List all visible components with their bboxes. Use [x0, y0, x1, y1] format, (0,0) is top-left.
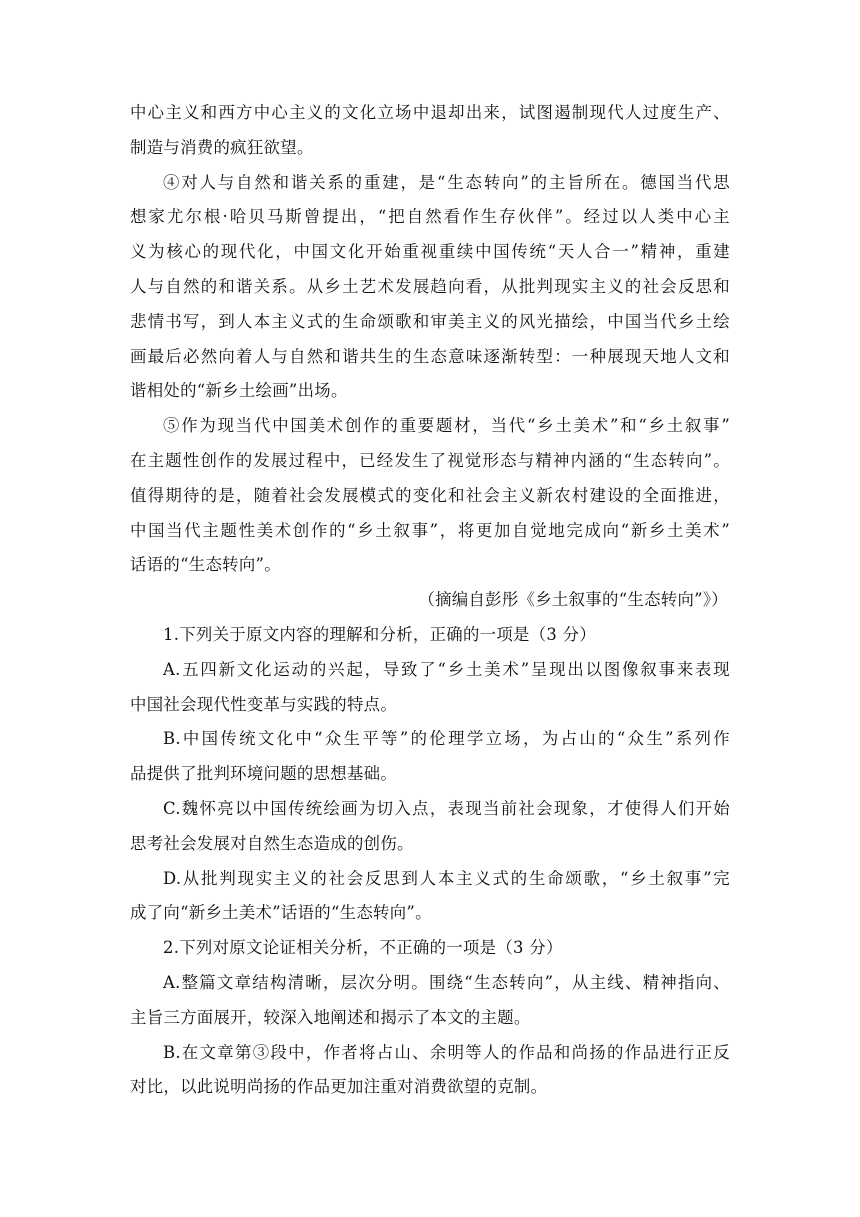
text-line: 值得期待的是，随着社会发展模式的变化和社会主义新农村建设的全面推进， [130, 485, 730, 505]
text-line: 义为核心的现代化，中国文化开始重视重续中国传统“天人合一”精神，重建 [130, 242, 730, 262]
option-c-cont: 思考社会发展对自然生态造成的创伤。 [130, 833, 414, 853]
text-line: 中心主义和西方中心主义的文化立场中退却出来，试图遏制现代人过度生产、 [130, 103, 730, 122]
option-a-cont: 主旨三方面展开，较深入地阐述和揭示了本文的主题。 [130, 1007, 531, 1027]
option-c: C.魏怀亮以中国传统绘画为切入点，表现当前社会现象，才使得人们开始 [163, 798, 730, 818]
option-a-cont: 中国社会现代性变革与实践的特点。 [130, 694, 398, 714]
text-line: 画最后必然向着人与自然和谐共生的生态意味逐渐转型：一种展现天地人文和 [130, 346, 730, 366]
document-page [130, 96, 730, 1105]
text-line: 话语的“生态转向”。 [130, 555, 281, 575]
text-line: 中国当代主题性美术创作的“乡土叙事”，将更加自觉地完成向“新乡土美术” [130, 520, 730, 540]
option-d-cont: 成了向“新乡土美术”话语的“生态转向”。 [130, 903, 432, 923]
option-b-cont: 品提供了批判环境问题的思想基础。 [130, 764, 398, 784]
option-d: D.从批判现实主义的社会反思到人本主义式的生命颂歌，“乡土叙事”完 [163, 868, 730, 888]
question-2-stem: 2.下列对原文论证相关分析，不正确的一项是（3 分） [163, 938, 563, 958]
question-1-stem: 1.下列关于原文内容的理解和分析，正确的一项是（3 分） [163, 624, 597, 644]
text-line: 制造与消费的疯狂欲望。 [130, 137, 314, 157]
text-line: 在主题性创作的发展过程中，已经发生了视觉形态与精神内涵的“生态转向”。 [130, 450, 730, 470]
option-a: A.整篇文章结构清晰，层次分明。围绕“生态转向”，从主线、精神指向、 [163, 972, 730, 992]
option-a: A.五四新文化运动的兴起，导致了“乡土美术”呈现出以图像叙事来表现 [163, 659, 730, 679]
option-b: B.中国传统文化中“众生平等”的伦理学立场，为占山的“众生”系列作 [163, 729, 730, 749]
option-b-cont: 对比，以此说明尚扬的作品更加注重对消费欲望的克制。 [130, 1077, 548, 1097]
source-citation: （摘编自彭彤《乡土叙事的“生态转向”》） [418, 590, 728, 610]
text-line: ④对人与自然和谐关系的重建，是“生态转向”的主旨所在。德国当代思 [163, 172, 730, 192]
text-line: ⑤作为现当代中国美术创作的重要题材，当代“乡土美术”和“乡土叙事” [163, 416, 730, 436]
text-line: 悲情书写，到人本主义式的生命颂歌和审美主义的风光描绘，中国当代乡土绘 [130, 311, 730, 331]
text-line: 想家尤尔根·哈贝马斯曾提出，“把自然看作生存伙伴”。经过以人类中心主 [130, 207, 730, 227]
option-b: B.在文章第③段中，作者将占山、余明等人的作品和尚扬的作品进行正反 [163, 1042, 730, 1062]
text-line: 人与自然的和谐关系。从乡土艺术发展趋向看，从批判现实主义的社会反思和 [130, 276, 730, 296]
text-line: 谐相处的“新乡土绘画”出场。 [130, 381, 348, 401]
